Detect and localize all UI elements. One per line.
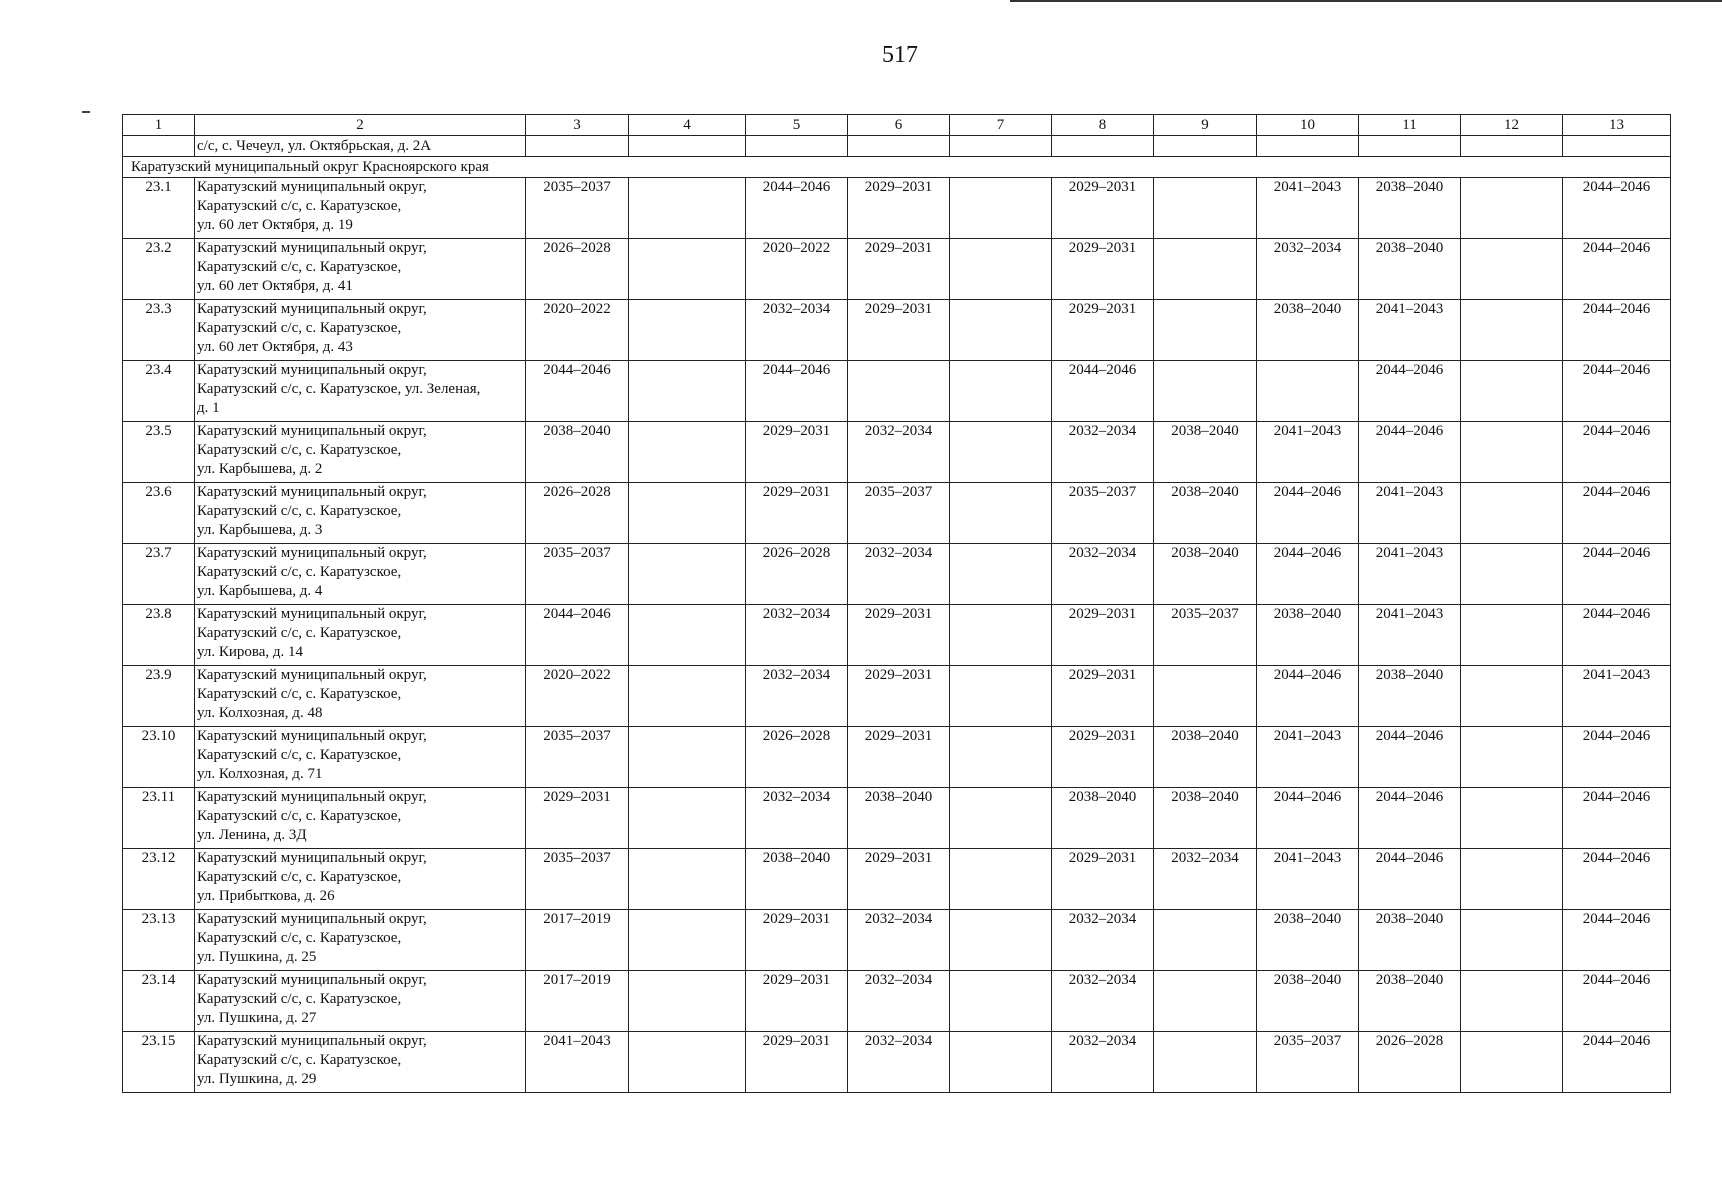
value-cell xyxy=(746,136,848,157)
value-cell xyxy=(1154,361,1257,422)
row-number: 23.4 xyxy=(123,361,195,422)
value-cell xyxy=(1257,361,1359,422)
value-cell: 2035–2037 xyxy=(526,849,629,910)
address-line: ул. Карбышева, д. 4 xyxy=(197,583,323,599)
value-cell xyxy=(629,849,746,910)
address-line: Каратузский муниципальный округ, xyxy=(197,362,427,378)
value-cell xyxy=(629,1032,746,1093)
table-row xyxy=(123,1032,1671,1093)
value-cell: 2029–2031 xyxy=(1052,849,1154,910)
row-number: 23.11 xyxy=(123,788,195,849)
value-cell xyxy=(629,788,746,849)
address-line: Каратузский муниципальный округ, xyxy=(197,301,427,317)
header-cell: 13 xyxy=(1563,115,1671,136)
value-cell: 2044–2046 xyxy=(1563,849,1671,910)
value-cell: 2029–2031 xyxy=(1052,178,1154,239)
address-line: Каратузский муниципальный округ, xyxy=(197,240,427,256)
header-cell: 5 xyxy=(746,115,848,136)
value-cell: 2032–2034 xyxy=(746,788,848,849)
value-cell xyxy=(1154,971,1257,1032)
address-line: ул. 60 лет Октября, д. 19 xyxy=(197,217,353,233)
value-cell: 2038–2040 xyxy=(1257,605,1359,666)
value-cell: 2044–2046 xyxy=(1563,910,1671,971)
value-cell: 2038–2040 xyxy=(1359,910,1461,971)
table-row xyxy=(123,727,1671,788)
value-cell: 2029–2031 xyxy=(848,727,950,788)
value-cell: 2029–2031 xyxy=(848,239,950,300)
row-number: 23.15 xyxy=(123,1032,195,1093)
value-cell: 2038–2040 xyxy=(746,849,848,910)
table-row xyxy=(123,544,1671,605)
value-cell xyxy=(950,544,1052,605)
table-row xyxy=(123,666,1671,727)
value-cell: 2044–2046 xyxy=(1052,361,1154,422)
region-row xyxy=(123,157,1671,178)
value-cell xyxy=(1359,136,1461,157)
value-cell xyxy=(1461,1032,1563,1093)
value-cell xyxy=(950,666,1052,727)
value-cell xyxy=(950,605,1052,666)
value-cell: 2038–2040 xyxy=(1359,971,1461,1032)
row-number: 23.8 xyxy=(123,605,195,666)
row-number: 23.1 xyxy=(123,178,195,239)
address-line: Каратузский муниципальный округ, xyxy=(197,972,427,988)
table-row xyxy=(123,300,1671,361)
value-cell xyxy=(950,178,1052,239)
value-cell: 2029–2031 xyxy=(848,605,950,666)
value-cell: 2035–2037 xyxy=(848,483,950,544)
address-line: Каратузский с/с, с. Каратузское, xyxy=(197,320,402,336)
address-line: Каратузский муниципальный округ, xyxy=(197,911,427,927)
value-cell: 2044–2046 xyxy=(1563,361,1671,422)
value-cell: 2038–2040 xyxy=(1154,422,1257,483)
value-cell xyxy=(950,361,1052,422)
value-cell: 2032–2034 xyxy=(848,544,950,605)
value-cell: 2032–2034 xyxy=(1052,544,1154,605)
row-number: 23.7 xyxy=(123,544,195,605)
header-cell: 3 xyxy=(526,115,629,136)
address-line: Каратузский с/с, с. Каратузское, xyxy=(197,930,402,946)
value-cell xyxy=(1461,971,1563,1032)
value-cell: 2026–2028 xyxy=(526,483,629,544)
value-cell: 2038–2040 xyxy=(1359,178,1461,239)
value-cell xyxy=(629,727,746,788)
page-number: 517 xyxy=(882,42,918,68)
row-number: 23.5 xyxy=(123,422,195,483)
value-cell xyxy=(1154,178,1257,239)
table-row xyxy=(123,849,1671,910)
schedule-table xyxy=(122,114,1671,1093)
value-cell: 2029–2031 xyxy=(1052,666,1154,727)
value-cell: 2035–2037 xyxy=(1154,605,1257,666)
value-cell xyxy=(629,136,746,157)
address-line: Каратузский муниципальный округ, xyxy=(197,423,427,439)
value-cell xyxy=(1461,136,1563,157)
value-cell xyxy=(1461,361,1563,422)
value-cell: 2035–2037 xyxy=(526,178,629,239)
table-row xyxy=(123,178,1671,239)
value-cell: 2032–2034 xyxy=(1052,971,1154,1032)
value-cell: 2044–2046 xyxy=(1359,422,1461,483)
value-cell: 2044–2046 xyxy=(746,361,848,422)
value-cell: 2041–2043 xyxy=(1257,727,1359,788)
value-cell xyxy=(629,361,746,422)
value-cell: 2044–2046 xyxy=(1563,544,1671,605)
value-cell: 2029–2031 xyxy=(746,1032,848,1093)
value-cell: 2044–2046 xyxy=(1563,727,1671,788)
header-cell: 6 xyxy=(848,115,950,136)
value-cell: 2029–2031 xyxy=(848,666,950,727)
value-cell: 2029–2031 xyxy=(848,849,950,910)
value-cell: 2032–2034 xyxy=(1052,422,1154,483)
value-cell: 2020–2022 xyxy=(526,300,629,361)
address-line: ул. Ленина, д. 3Д xyxy=(197,827,307,843)
value-cell: 2044–2046 xyxy=(1563,239,1671,300)
address-line: ул. Пушкина, д. 29 xyxy=(197,1071,317,1087)
value-cell: 2041–2043 xyxy=(1257,849,1359,910)
value-cell: 2044–2046 xyxy=(1257,788,1359,849)
header-cell: 12 xyxy=(1461,115,1563,136)
value-cell: 2029–2031 xyxy=(1052,605,1154,666)
row-number: 23.3 xyxy=(123,300,195,361)
value-cell xyxy=(1461,483,1563,544)
address-line: ул. Кирова, д. 14 xyxy=(197,644,304,660)
table-row xyxy=(123,788,1671,849)
value-cell: 2044–2046 xyxy=(1563,178,1671,239)
address-cell xyxy=(195,1032,526,1093)
header-cell: 2 xyxy=(195,115,526,136)
value-cell: 2038–2040 xyxy=(1257,300,1359,361)
value-cell: 2041–2043 xyxy=(526,1032,629,1093)
address-line: Каратузский с/с, с. Каратузское, xyxy=(197,625,402,641)
address-cell xyxy=(195,788,526,849)
value-cell: 2041–2043 xyxy=(1359,544,1461,605)
value-cell xyxy=(1154,1032,1257,1093)
header-row xyxy=(123,115,1671,136)
address-line: Каратузский с/с, с. Каратузское, xyxy=(197,991,402,1007)
address-cell xyxy=(195,605,526,666)
value-cell xyxy=(950,1032,1052,1093)
value-cell: 2038–2040 xyxy=(1257,910,1359,971)
value-cell: 2032–2034 xyxy=(1052,1032,1154,1093)
value-cell: 2041–2043 xyxy=(1257,178,1359,239)
row-number: 23.12 xyxy=(123,849,195,910)
address-line: Каратузский с/с, с. Каратузское, xyxy=(197,869,402,885)
address-cell xyxy=(195,849,526,910)
value-cell: 2038–2040 xyxy=(1154,483,1257,544)
value-cell: 2020–2022 xyxy=(526,666,629,727)
address-line: Каратузский с/с, с. Каратузское, xyxy=(197,442,402,458)
value-cell xyxy=(1154,136,1257,157)
value-cell xyxy=(950,239,1052,300)
value-cell: 2035–2037 xyxy=(1052,483,1154,544)
value-cell xyxy=(1154,666,1257,727)
address-line: Каратузский с/с, с. Каратузское, xyxy=(197,1052,402,1068)
value-cell xyxy=(950,910,1052,971)
table-row xyxy=(123,910,1671,971)
address-line: Каратузский муниципальный округ, xyxy=(197,728,427,744)
value-cell xyxy=(1461,422,1563,483)
value-cell: 2044–2046 xyxy=(1359,727,1461,788)
value-cell xyxy=(848,136,950,157)
address-cell xyxy=(195,361,526,422)
value-cell xyxy=(629,910,746,971)
table-row xyxy=(123,239,1671,300)
header-cell: 9 xyxy=(1154,115,1257,136)
value-cell xyxy=(1461,178,1563,239)
address-cell: с/с, с. Чечеул, ул. Октябрьская, д. 2А xyxy=(195,136,526,157)
row-number: 23.6 xyxy=(123,483,195,544)
region-title: Каратузский муниципальный округ Красноярского края xyxy=(123,157,1671,178)
address-cell xyxy=(195,971,526,1032)
value-cell: 2041–2043 xyxy=(1359,483,1461,544)
value-cell xyxy=(629,178,746,239)
value-cell: 2017–2019 xyxy=(526,910,629,971)
value-cell: 2038–2040 xyxy=(1154,544,1257,605)
value-cell: 2044–2046 xyxy=(526,605,629,666)
value-cell: 2026–2028 xyxy=(746,544,848,605)
header-cell: 7 xyxy=(950,115,1052,136)
address-line: ул. Колхозная, д. 48 xyxy=(197,705,323,721)
header-cell: 1 xyxy=(123,115,195,136)
value-cell xyxy=(950,788,1052,849)
value-cell: 2041–2043 xyxy=(1359,300,1461,361)
value-cell xyxy=(950,971,1052,1032)
value-cell: 2044–2046 xyxy=(1257,544,1359,605)
value-cell: 2038–2040 xyxy=(1257,971,1359,1032)
value-cell xyxy=(629,483,746,544)
value-cell: 2044–2046 xyxy=(1563,483,1671,544)
value-cell: 2032–2034 xyxy=(1154,849,1257,910)
row-number: 23.9 xyxy=(123,666,195,727)
value-cell xyxy=(1154,910,1257,971)
value-cell xyxy=(1461,849,1563,910)
address-line: Каратузский с/с, с. Каратузское, xyxy=(197,686,402,702)
value-cell: 2044–2046 xyxy=(746,178,848,239)
address-line: ул. Карбышева, д. 2 xyxy=(197,461,323,477)
value-cell xyxy=(629,239,746,300)
value-cell: 2044–2046 xyxy=(1563,788,1671,849)
value-cell: 2038–2040 xyxy=(1052,788,1154,849)
address-line: ул. Пушкина, д. 25 xyxy=(197,949,317,965)
value-cell: 2044–2046 xyxy=(1359,788,1461,849)
value-cell xyxy=(1052,136,1154,157)
value-cell: 2044–2046 xyxy=(1563,300,1671,361)
value-cell: 2038–2040 xyxy=(1154,788,1257,849)
value-cell: 2029–2031 xyxy=(848,178,950,239)
value-cell: 2044–2046 xyxy=(526,361,629,422)
value-cell: 2026–2028 xyxy=(746,727,848,788)
value-cell xyxy=(1461,910,1563,971)
value-cell: 2032–2034 xyxy=(848,1032,950,1093)
value-cell xyxy=(1461,788,1563,849)
value-cell: 2044–2046 xyxy=(1257,483,1359,544)
value-cell: 2044–2046 xyxy=(1563,422,1671,483)
value-cell: 2032–2034 xyxy=(746,605,848,666)
address-line: Каратузский муниципальный округ, xyxy=(197,789,427,805)
address-line: Каратузский муниципальный округ, xyxy=(197,484,427,500)
address-cell xyxy=(195,239,526,300)
value-cell xyxy=(526,136,629,157)
address-line: ул. 60 лет Октября, д. 41 xyxy=(197,278,353,294)
value-cell xyxy=(950,727,1052,788)
header-cell: 4 xyxy=(629,115,746,136)
value-cell xyxy=(629,300,746,361)
address-line: Каратузский с/с, с. Каратузское, xyxy=(197,198,402,214)
value-cell: 2044–2046 xyxy=(1257,666,1359,727)
value-cell xyxy=(1154,300,1257,361)
address-line: Каратузский муниципальный округ, xyxy=(197,179,427,195)
table-body xyxy=(123,115,1671,1093)
address-line: Каратузский с/с, с. Каратузское, xyxy=(197,503,402,519)
value-cell: 2029–2031 xyxy=(1052,300,1154,361)
value-cell xyxy=(950,136,1052,157)
value-cell: 2035–2037 xyxy=(526,727,629,788)
value-cell: 2029–2031 xyxy=(526,788,629,849)
value-cell: 2029–2031 xyxy=(1052,239,1154,300)
address-line: Каратузский муниципальный округ, xyxy=(197,545,427,561)
address-line: Каратузский муниципальный округ, xyxy=(197,1033,427,1049)
value-cell: 2026–2028 xyxy=(526,239,629,300)
value-cell: 2029–2031 xyxy=(1052,727,1154,788)
value-cell: 2044–2046 xyxy=(1359,849,1461,910)
address-line: ул. Прибыткова, д. 26 xyxy=(197,888,335,904)
row-number: 23.14 xyxy=(123,971,195,1032)
value-cell xyxy=(950,849,1052,910)
address-line: ул. Карбышева, д. 3 xyxy=(197,522,323,538)
address-line: Каратузский муниципальный округ, xyxy=(197,667,427,683)
value-cell: 2035–2037 xyxy=(1257,1032,1359,1093)
address-cell xyxy=(195,666,526,727)
table-row xyxy=(123,971,1671,1032)
value-cell xyxy=(1461,300,1563,361)
address-cell xyxy=(195,178,526,239)
value-cell: 2032–2034 xyxy=(1257,239,1359,300)
value-cell xyxy=(1461,727,1563,788)
address-line: д. 1 xyxy=(197,400,220,416)
address-cell xyxy=(195,910,526,971)
header-cell: 10 xyxy=(1257,115,1359,136)
address-cell xyxy=(195,300,526,361)
value-cell xyxy=(1461,239,1563,300)
value-cell xyxy=(1154,239,1257,300)
value-cell: 2044–2046 xyxy=(1359,361,1461,422)
value-cell xyxy=(1563,136,1671,157)
continuation-row xyxy=(123,136,1671,157)
value-cell xyxy=(629,544,746,605)
table-row xyxy=(123,483,1671,544)
value-cell: 2017–2019 xyxy=(526,971,629,1032)
header-cell: 11 xyxy=(1359,115,1461,136)
margin-dash xyxy=(82,111,90,113)
value-cell: 2044–2046 xyxy=(1563,605,1671,666)
value-cell: 2038–2040 xyxy=(1359,239,1461,300)
row-number: 23.13 xyxy=(123,910,195,971)
address-line: Каратузский с/с, с. Каратузское, xyxy=(197,747,402,763)
address-cell xyxy=(195,422,526,483)
address-line: ул. Пушкина, д. 27 xyxy=(197,1010,317,1026)
address-line: Каратузский с/с, с. Каратузское, xyxy=(197,808,402,824)
value-cell: 2032–2034 xyxy=(848,422,950,483)
value-cell: 2038–2040 xyxy=(1359,666,1461,727)
row-number xyxy=(123,136,195,157)
value-cell xyxy=(950,300,1052,361)
value-cell: 2032–2034 xyxy=(848,971,950,1032)
address-line: Каратузский с/с, с. Каратузское, xyxy=(197,259,402,275)
value-cell: 2029–2031 xyxy=(746,910,848,971)
value-cell: 2026–2028 xyxy=(1359,1032,1461,1093)
header-cell: 8 xyxy=(1052,115,1154,136)
table-row xyxy=(123,605,1671,666)
value-cell: 2032–2034 xyxy=(1052,910,1154,971)
value-cell: 2044–2046 xyxy=(1563,971,1671,1032)
address-line: Каратузский муниципальный округ, xyxy=(197,606,427,622)
value-cell: 2020–2022 xyxy=(746,239,848,300)
value-cell xyxy=(1461,544,1563,605)
table-row xyxy=(123,422,1671,483)
address-line: Каратузский с/с, с. Каратузское, xyxy=(197,564,402,580)
address-line: ул. Колхозная, д. 71 xyxy=(197,766,323,782)
value-cell: 2038–2040 xyxy=(848,788,950,849)
value-cell xyxy=(950,422,1052,483)
table-row xyxy=(123,361,1671,422)
address-line: Каратузский с/с, с. Каратузское, ул. Зеленая, xyxy=(197,381,481,397)
value-cell: 2035–2037 xyxy=(526,544,629,605)
value-cell xyxy=(950,483,1052,544)
value-cell xyxy=(1461,666,1563,727)
value-cell: 2044–2046 xyxy=(1563,1032,1671,1093)
address-line: Каратузский муниципальный округ, xyxy=(197,850,427,866)
address-cell xyxy=(195,483,526,544)
value-cell: 2038–2040 xyxy=(526,422,629,483)
row-number: 23.10 xyxy=(123,727,195,788)
address-cell xyxy=(195,544,526,605)
value-cell: 2041–2043 xyxy=(1563,666,1671,727)
value-cell: 2041–2043 xyxy=(1257,422,1359,483)
value-cell xyxy=(1461,605,1563,666)
value-cell: 2032–2034 xyxy=(848,910,950,971)
address-cell xyxy=(195,727,526,788)
value-cell xyxy=(629,422,746,483)
value-cell: 2032–2034 xyxy=(746,666,848,727)
value-cell: 2029–2031 xyxy=(848,300,950,361)
value-cell xyxy=(629,605,746,666)
value-cell xyxy=(1257,136,1359,157)
top-rule xyxy=(1010,0,1722,2)
value-cell xyxy=(629,971,746,1032)
address-line: ул. 60 лет Октября, д. 43 xyxy=(197,339,353,355)
row-number: 23.2 xyxy=(123,239,195,300)
value-cell: 2038–2040 xyxy=(1154,727,1257,788)
value-cell: 2029–2031 xyxy=(746,422,848,483)
value-cell xyxy=(848,361,950,422)
value-cell: 2041–2043 xyxy=(1359,605,1461,666)
value-cell: 2029–2031 xyxy=(746,483,848,544)
value-cell: 2029–2031 xyxy=(746,971,848,1032)
value-cell: 2032–2034 xyxy=(746,300,848,361)
value-cell xyxy=(629,666,746,727)
